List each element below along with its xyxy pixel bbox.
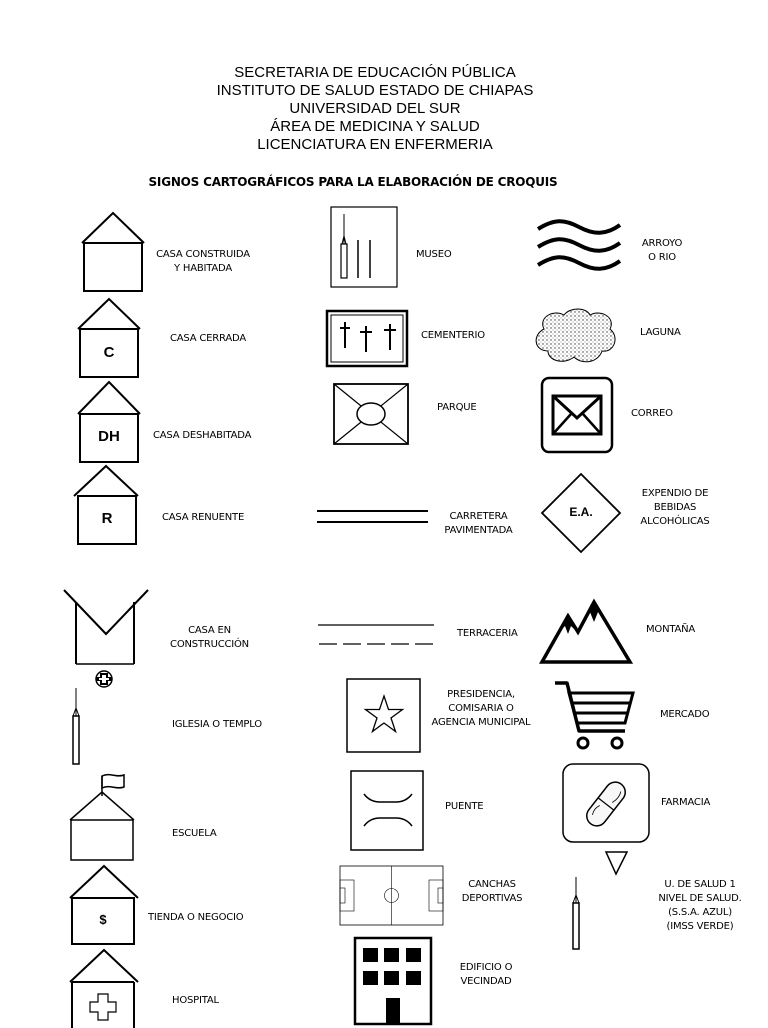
bridge-icon — [350, 770, 426, 852]
label-mercado: MERCADO — [660, 709, 710, 720]
river-waves-icon — [534, 219, 624, 273]
star-icon — [346, 678, 422, 754]
house-r-icon — [72, 464, 140, 546]
label-museo: MUSEO — [416, 249, 452, 260]
label-casa-construccion: CASA EN CONSTRUCCIÓN — [170, 625, 249, 650]
label-cementerio: CEMENTERIO — [421, 330, 485, 341]
building-icon — [353, 936, 435, 1024]
label-laguna: LAGUNA — [640, 327, 681, 338]
mountain-icon — [540, 600, 632, 664]
label-expendio: EXPENDIO DE BEBIDAS ALCOHÓLICAS — [640, 488, 710, 527]
hospital-icon — [68, 948, 140, 1024]
label-casa-deshabitada: CASA DESHABITADA — [153, 430, 252, 441]
health-unit-icon — [569, 875, 583, 951]
label-casa-construida: CASA CONSTRUIDA Y HABITADA — [156, 249, 250, 274]
label-montana: MONTAÑA — [646, 624, 696, 635]
label-carretera: CARRETERA PAVIMENTADA — [444, 511, 513, 536]
header-line-4: ÁREA DE MEDICINA Y SALUD — [270, 118, 480, 135]
header-line-1: SECRETARIA DE EDUCACIÓN PÚBLICA — [234, 64, 516, 81]
label-terraceria: TERRACERIA — [457, 628, 518, 639]
house-under-construction-icon — [62, 588, 150, 690]
label-tienda: TIENDA O NEGOCIO — [148, 912, 244, 923]
label-salud: U. DE SALUD 1 NIVEL DE SALUD. (S.S.A. AZUL) (IMSS VERDE) — [658, 879, 742, 932]
dollar-sign: $ — [99, 912, 107, 927]
cemetery-icon — [326, 310, 410, 368]
letter-r: R — [101, 510, 113, 527]
label-hospital: HOSPITAL — [172, 995, 219, 1006]
envelope-icon — [540, 376, 614, 454]
letters-dh: DH — [98, 428, 120, 445]
letter-c: C — [103, 344, 115, 361]
store-icon — [68, 864, 140, 946]
pharmacy-pill-icon — [561, 762, 651, 880]
dirt-road-icon — [317, 622, 435, 648]
header-line-3: UNIVERSIDAD DEL SUR — [289, 100, 461, 117]
label-canchas: CANCHAS DEPORTIVAS — [461, 879, 523, 904]
house-icon — [78, 211, 148, 293]
label-farmacia: FARMACIA — [661, 797, 711, 808]
label-parque: PARQUE — [437, 402, 477, 413]
header-line-5: LICENCIATURA EN ENFERMERIA — [257, 136, 493, 153]
document-header — [0, 64, 750, 154]
label-iglesia: IGLESIA O TEMPLO — [172, 719, 262, 730]
label-casa-cerrada: CASA CERRADA — [170, 333, 246, 344]
lagoon-icon — [530, 307, 620, 367]
label-presidencia: PRESIDENCIA, COMISARIA O AGENCIA MUNICIPAL — [431, 689, 531, 728]
museum-icon — [330, 206, 400, 290]
label-casa-renuente: CASA RENUENTE — [162, 512, 245, 523]
label-correo: CORREO — [631, 408, 673, 419]
diamond-icon — [540, 472, 622, 554]
house-c-icon — [76, 297, 142, 379]
shopping-cart-icon — [553, 679, 637, 751]
document-subtitle: SIGNOS CARTOGRÁFICOS PARA LA ELABORACIÓN DE CROQUIS — [148, 175, 558, 189]
header-line-2: INSTITUTO DE SALUD ESTADO DE CHIAPAS — [216, 82, 534, 99]
label-arroyo: ARROYO O RIO — [641, 238, 683, 263]
label-edificio: EDIFICIO O VECINDAD — [459, 962, 513, 987]
label-puente: PUENTE — [445, 801, 484, 812]
paved-road-icon — [316, 508, 430, 526]
park-icon — [332, 382, 412, 448]
house-dh-icon — [76, 380, 142, 464]
label-escuela: ESCUELA — [172, 828, 217, 839]
school-flag-icon — [68, 772, 136, 864]
church-icon — [68, 686, 84, 768]
letters-ea: E.A. — [569, 505, 593, 519]
sports-field-icon — [339, 865, 445, 927]
